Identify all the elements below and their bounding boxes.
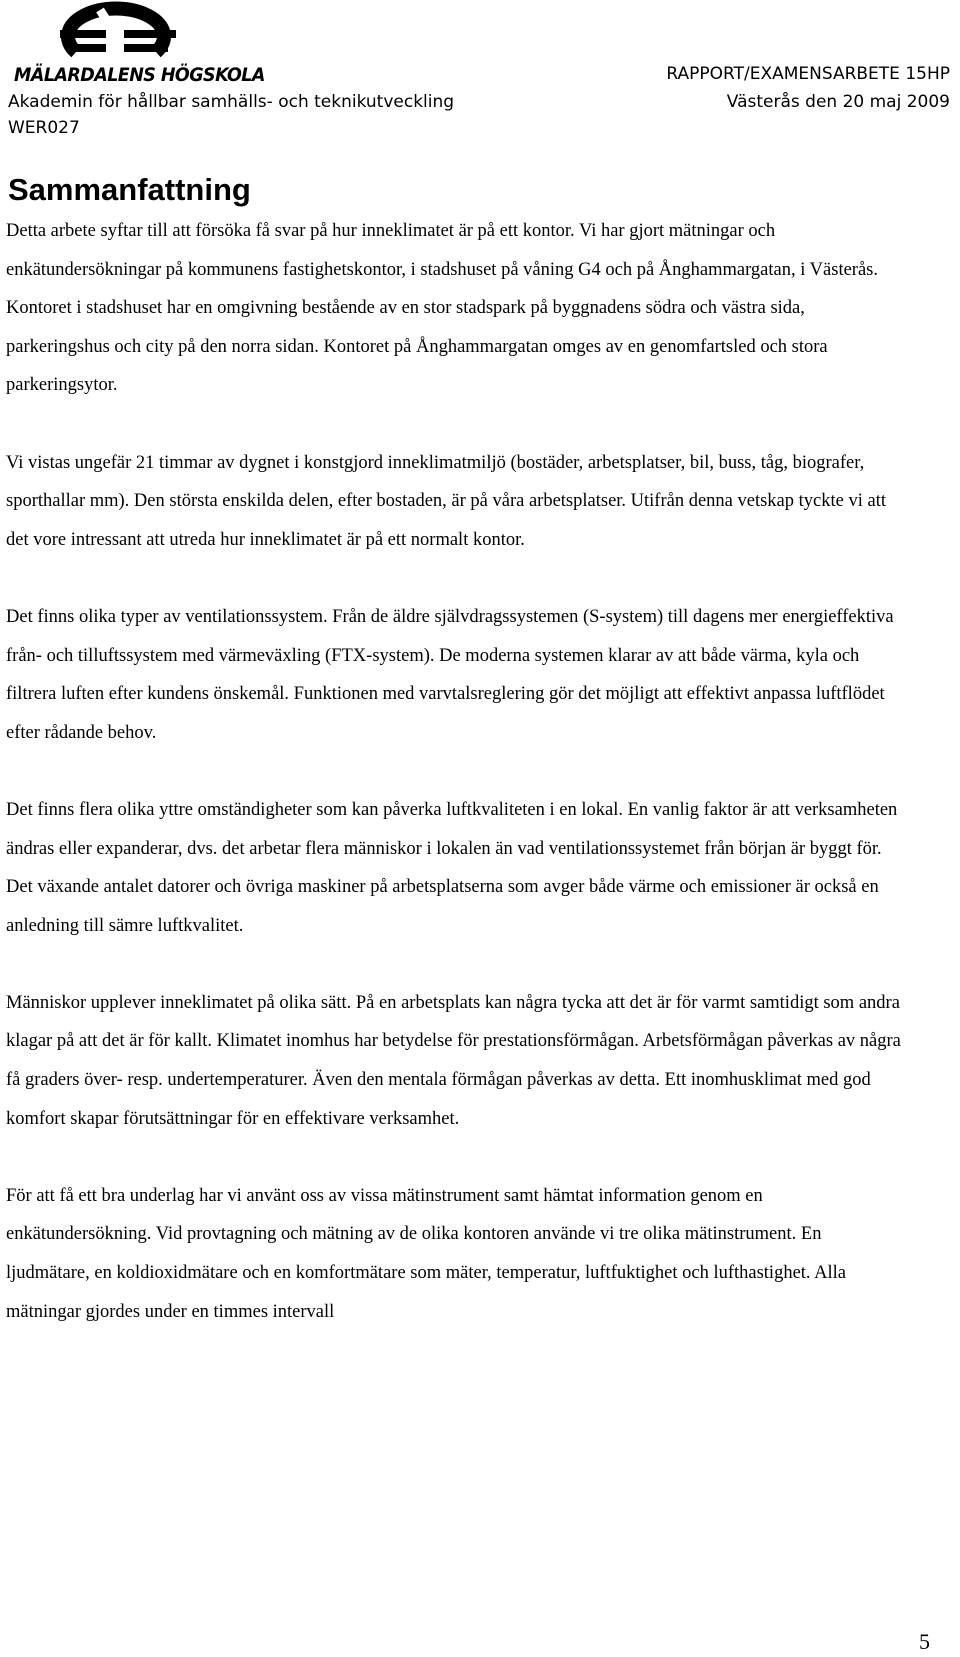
page-number: 5 bbox=[919, 1629, 930, 1654]
university-logo bbox=[6, 0, 265, 86]
place-date: Västerås den 20 maj 2009 bbox=[726, 92, 950, 112]
logo-wordmark: MÄLARDALENS HÖGSKOLA bbox=[14, 64, 265, 86]
paragraph: Det finns olika typer av ventilationssystem. Från de äldre självdragssystemen (S-system) till dagens mer energieffektiva från- och tilluftssystem med värmeväxling (FTX-system). De moderna systemen klarar av att både värma, kyla och filtrera luften efter kundens önskemål. Funktionen med varvtalsreglering gör det möjligt att effektivt anpassa luftflödet efter rådande behov. bbox=[6, 606, 894, 743]
university-emblem-icon bbox=[6, 0, 236, 64]
paragraph: För att få ett bra underlag har vi använt oss av vissa mätinstrument samt hämtat information genom en enkätundersökning. Vid provtagning och mätning av de olika kontoren använde vi tre olika mätinstrument. En ljudmätare, en koldioxidmätare och en komfortmätare som mäter, temperatur, luftfuktighet och lufthastighet. Alla mätningar gjordes under en timmes intervall bbox=[6, 1185, 847, 1322]
paragraph: Detta arbete syftar till att försöka få svar på hur inneklimatet är på ett kontor. Vi har gjort mätningar och enkätundersökningar på kommunens fastighetskontor, i stadshuset på våning G4 och på Ånghammargatan, i Västerås. Kontoret i stadshuset har en omgivning bestående av en stor stadspark på byggnadens södra och västra sida, parkeringshus och city på den norra sidan. Kontoret på Ånghammargatan omges av en genomfartsled och stora parkeringsytor. bbox=[6, 221, 878, 396]
page-title: Sammanfattning bbox=[8, 172, 251, 207]
document-body bbox=[6, 212, 906, 1370]
paragraph: Människor upplever inneklimatet på olika sätt. På en arbetsplats kan några tycka att det är för varmt samtidigt som andra klagar på att det är för kallt. Klimatet inomhus har betydelse för prestationsförmågan. Arbetsförmågan påverkas av några få graders över- resp. undertemperaturer. Även den mentala förmågan påverkas av detta. Ett inomhusklimat med god komfort skapar förutsättningar för en effektivare verksamhet. bbox=[6, 992, 901, 1129]
paragraph: Vi vistas ungefär 21 timmar av dygnet i konstgjord inneklimatmiljö (bostäder, arbetsplatser, bil, buss, tåg, biografer, sporthallar mm). Den största enskilda delen, efter bostaden, är på våra arbetsplatser. Utifrån denna vetskap tyckte vi att det vore intressant att utreda hur inneklimatet är på ett normalt kontor. bbox=[6, 452, 886, 550]
report-type: RAPPORT/EXAMENSARBETE 15HP bbox=[666, 64, 950, 84]
academy-name: Akademin för hållbar samhälls- och teknikutveckling bbox=[8, 92, 455, 112]
report-code: WER027 bbox=[8, 118, 80, 138]
paragraph: Det finns flera olika yttre omständigheter som kan påverka luftkvaliteten i en lokal. En vanlig faktor är att verksamheten ändras eller expanderar, dvs. det arbetar flera människor i lokalen än vad ventilationssystemet från början är byggt för. Det växande antalet datorer och övriga maskiner på arbetsplatserna som avger både värme och emissioner är också en anledning till sämre luftkvalitet. bbox=[6, 799, 898, 936]
